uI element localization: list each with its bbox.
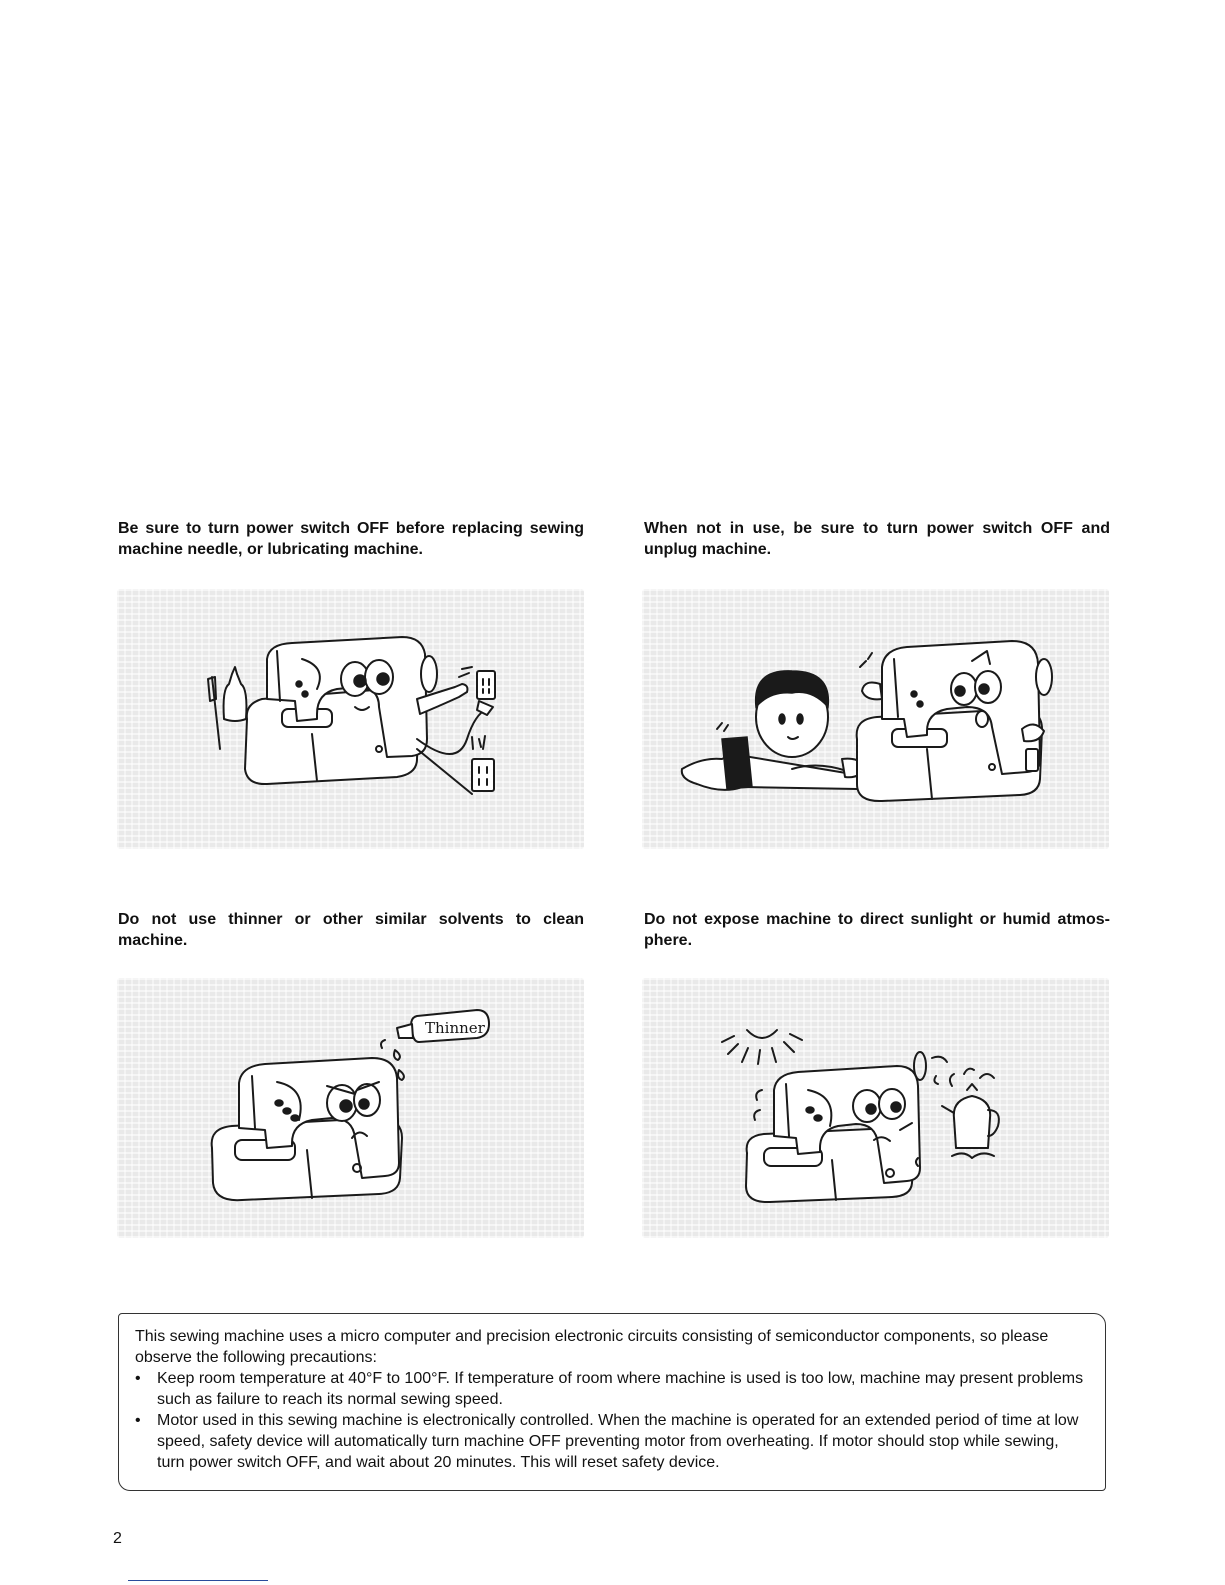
page-number: 2 [113, 1530, 122, 1547]
precaution-item [135, 1368, 1087, 1410]
precautions-list [135, 1368, 1087, 1473]
caption-no-sunlight-humidity: Do not expose machine to direct sunlight or humid atmos-phere. [644, 911, 1110, 949]
illustration-unplug-child [642, 589, 1109, 849]
illustration-no-sunlight-humidity [642, 978, 1109, 1238]
precautions-intro: This sewing machine uses a micro computer and precision electronic circuits consisting of semiconductor components, so please observe the following precautions: [135, 1328, 1049, 1366]
caption-no-thinner: Do not use thinner or other similar solvents to clean machine. [118, 911, 584, 949]
precaution-text-temperature: Keep room temperature at 40°F to 100°F. If temperature of room where machine is used is too low, machine may present problems such as failure to reach its normal sewing speed. [157, 1370, 1084, 1408]
illustration-power-switch-off [117, 589, 584, 849]
precaution-text-motor: Motor used in this sewing machine is electronically controlled. When the machine is operated for an extended period of time at low speed, safety device will automatically turn machine OFF preventing motor from overheating. If motor should stop while sewing, turn power switch OFF, and wait about 20 minutes. This will reset safety device. [157, 1412, 1079, 1471]
illustration-no-thinner [117, 978, 584, 1238]
footer-divider [128, 1580, 268, 1581]
precaution-item [135, 1410, 1087, 1473]
thinner-can-label: Thinner [425, 1019, 485, 1037]
bullet-marker: • [135, 1370, 141, 1387]
bullet-marker: • [135, 1412, 141, 1429]
precautions-notice [118, 1313, 1106, 1491]
caption-unplug-when-not-in-use: When not in use, be sure to turn power switch OFF and unplug machine. [644, 520, 1110, 558]
caption-power-off-replacing-needle: Be sure to turn power switch OFF before replacing sewing machine needle, or lubricating machine. [118, 520, 584, 558]
